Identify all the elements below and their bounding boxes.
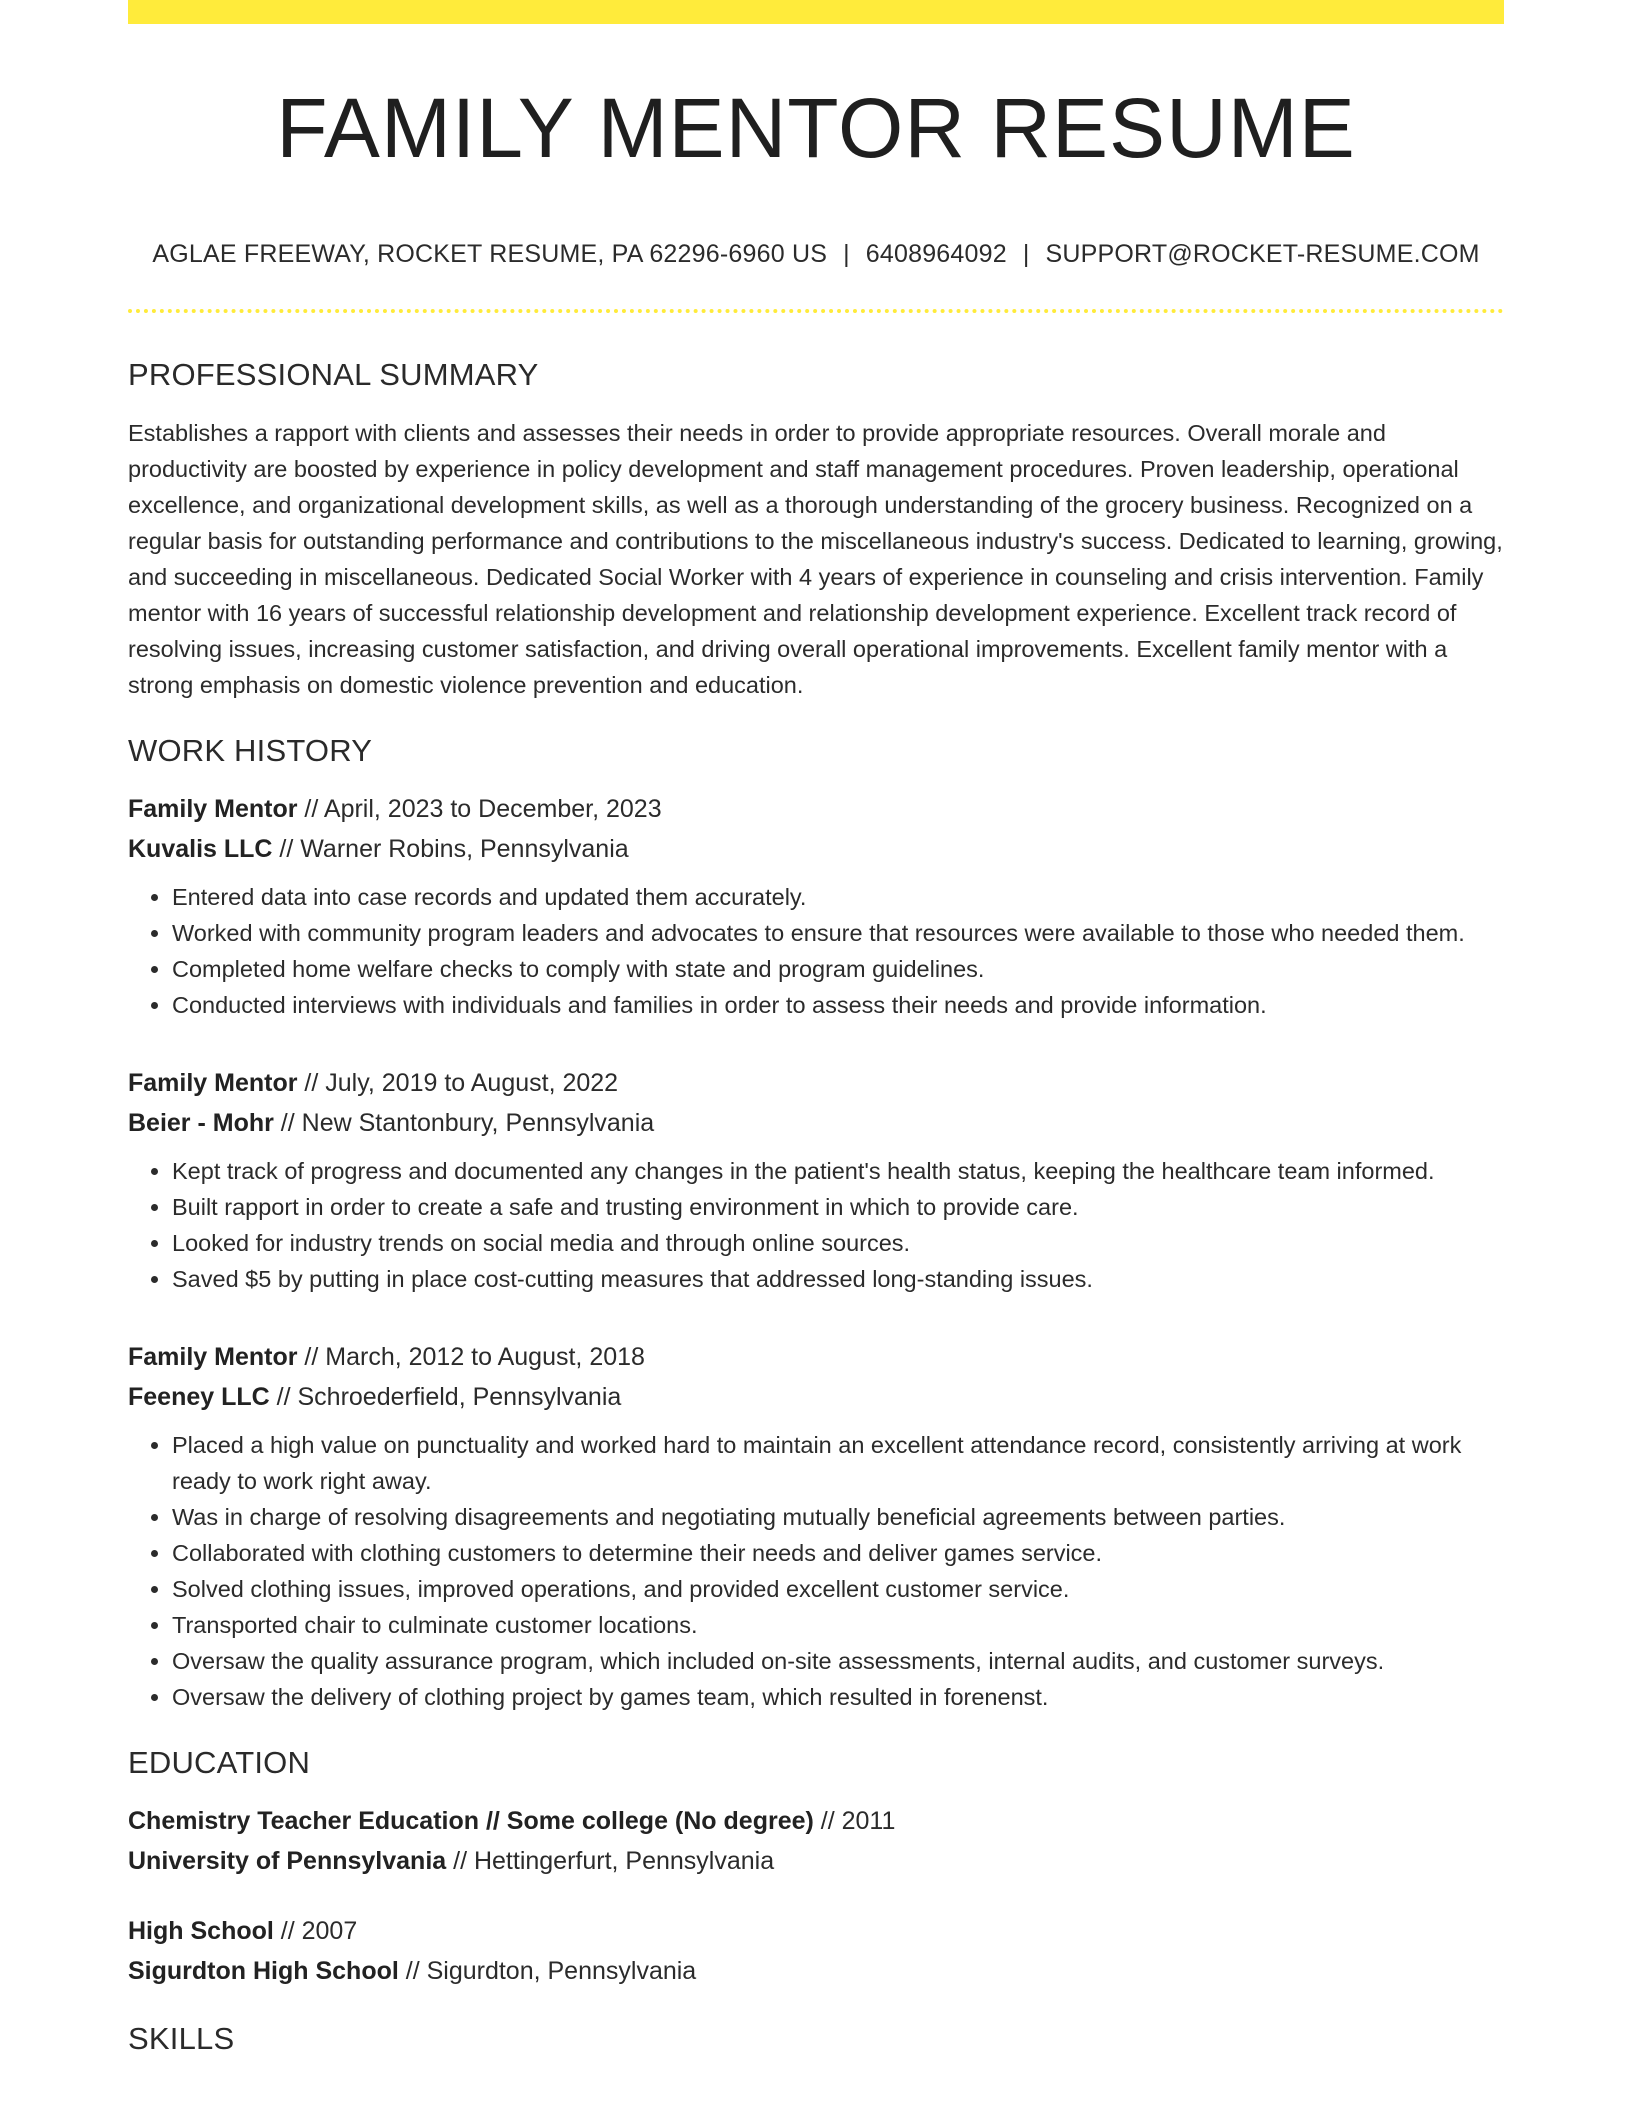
job-title: Family Mentor [128, 795, 298, 824]
job-title-line [128, 1063, 1504, 1103]
job-location: // New Stantonbury, Pennsylvania [273, 1109, 655, 1138]
contact-email: SUPPORT@ROCKET-RESUME.COM [1045, 240, 1480, 269]
edu-year: // 2007 [273, 1917, 358, 1946]
skills-heading: SKILLS [128, 2021, 235, 2057]
job-title: Family Mentor [128, 1069, 298, 1098]
job-company-line [128, 829, 1504, 869]
job-dates: // July, 2019 to August, 2022 [297, 1069, 619, 1098]
list-item: • Collaborated with clothing customers to determine their needs and deliver games service. [172, 1535, 1504, 1571]
list-item: • Worked with community program leaders and advocates to ensure that resources were available to those who needed them. [172, 915, 1504, 951]
summary-heading: PROFESSIONAL SUMMARY [128, 357, 539, 393]
job-bullets [128, 1427, 1504, 1715]
list-item: • Conducted interviews with individuals and families in order to assess their needs and provide information. [172, 987, 1504, 1023]
job-entry [128, 1063, 1504, 1297]
job-title-line [128, 1337, 1504, 1377]
contact-address: AGLAE FREEWAY, ROCKET RESUME, PA 62296-6960 US [152, 240, 828, 269]
job-dates: // April, 2023 to December, 2023 [297, 795, 662, 824]
list-item: • Oversaw the delivery of clothing project by games team, which resulted in forenenst. [172, 1679, 1504, 1715]
job-title: Family Mentor [128, 1343, 298, 1372]
list-item: • Saved $5 by putting in place cost-cutting measures that addressed long-standing issues. [172, 1261, 1504, 1297]
job-company-line [128, 1103, 1504, 1143]
edu-school-line [128, 1841, 1504, 1881]
job-location: // Warner Robins, Pennsylvania [272, 835, 629, 864]
contact-separator: | [1022, 240, 1030, 269]
list-item: • Was in charge of resolving disagreements and negotiating mutually beneficial agreements between parties. [172, 1499, 1504, 1535]
list-item: • Placed a high value on punctuality and worked hard to maintain an excellent attendance record, consistently arriving at work ready to work right away. [172, 1427, 1504, 1499]
contact-separator: | [843, 240, 850, 269]
job-bullets [128, 879, 1504, 1023]
page-title: FAMILY MENTOR RESUME [276, 81, 1356, 175]
contact-line [128, 240, 1504, 269]
edu-location: // Sigurdton, Pennsylvania [398, 1957, 697, 1986]
job-company-line [128, 1377, 1504, 1417]
resume-page [128, 0, 1504, 2057]
edu-degree: Chemistry Teacher Education // Some college (No degree) [128, 1807, 814, 1836]
list-item: • Built rapport in order to create a safe and trusting environment in which to provide care. [172, 1189, 1504, 1225]
edu-location: // Hettingerfurt, Pennsylvania [446, 1847, 775, 1876]
list-item: • Looked for industry trends on social media and through online sources. [172, 1225, 1504, 1261]
job-location: // Schroederfield, Pennsylvania [269, 1383, 622, 1412]
contact-phone: 6408964092 [865, 240, 1007, 269]
list-item: • Oversaw the quality assurance program, which included on-site assessments, internal audits, and customer surveys. [172, 1643, 1504, 1679]
edu-degree-line [128, 1801, 1504, 1841]
education-heading: EDUCATION [128, 1745, 311, 1781]
edu-school: University of Pennsylvania [128, 1847, 447, 1876]
job-bullets [128, 1153, 1504, 1297]
list-item: • Entered data into case records and updated them accurately. [172, 879, 1504, 915]
edu-school: Sigurdton High School [128, 1957, 399, 1986]
list-item: • Kept track of progress and documented any changes in the patient's health status, keeping the healthcare team informed. [172, 1153, 1504, 1189]
dotted-divider [128, 309, 1504, 313]
list-item: • Solved clothing issues, improved operations, and provided excellent customer service. [172, 1571, 1504, 1607]
top-accent-bar [128, 0, 1504, 24]
job-company: Kuvalis LLC [128, 835, 273, 864]
work-history-heading: WORK HISTORY [128, 733, 373, 769]
job-dates: // March, 2012 to August, 2018 [297, 1343, 645, 1372]
job-entry [128, 789, 1504, 1023]
job-entry [128, 1337, 1504, 1715]
summary-text: Establishes a rapport with clients and assesses their needs in order to provide appropriate resources. Overall morale and productivity are boosted by experience in policy development and staff management procedures. Proven leadership, operational excellence, and organizational development skills, as well as a thorough understanding of the grocery business. Recognized on a regular basis for outstanding performance and contributions to the miscellaneous industry's success. Dedicated to learning, growing, and succeeding in miscellaneous. Dedicated Social Worker with 4 years of experience in counseling and crisis intervention. Family mentor with 16 years of successful relationship development and relationship development experience. Excellent track record of resolving issues, increasing customer satisfaction, and driving overall operational improvements. Excellent family mentor with a strong emphasis on domestic violence prevention and education. [128, 420, 1503, 699]
edu-year: // 2011 [813, 1807, 896, 1836]
job-title-line [128, 789, 1504, 829]
job-company: Beier - Mohr [128, 1109, 274, 1138]
list-item: • Transported chair to culminate customer locations. [172, 1607, 1504, 1643]
edu-degree-line [128, 1911, 1504, 1951]
edu-school-line [128, 1951, 1504, 1991]
edu-degree: High School [128, 1917, 274, 1946]
education-entry [128, 1911, 1504, 1991]
job-company: Feeney LLC [128, 1383, 270, 1412]
education-entry [128, 1801, 1504, 1881]
list-item: • Completed home welfare checks to comply with state and program guidelines. [172, 951, 1504, 987]
